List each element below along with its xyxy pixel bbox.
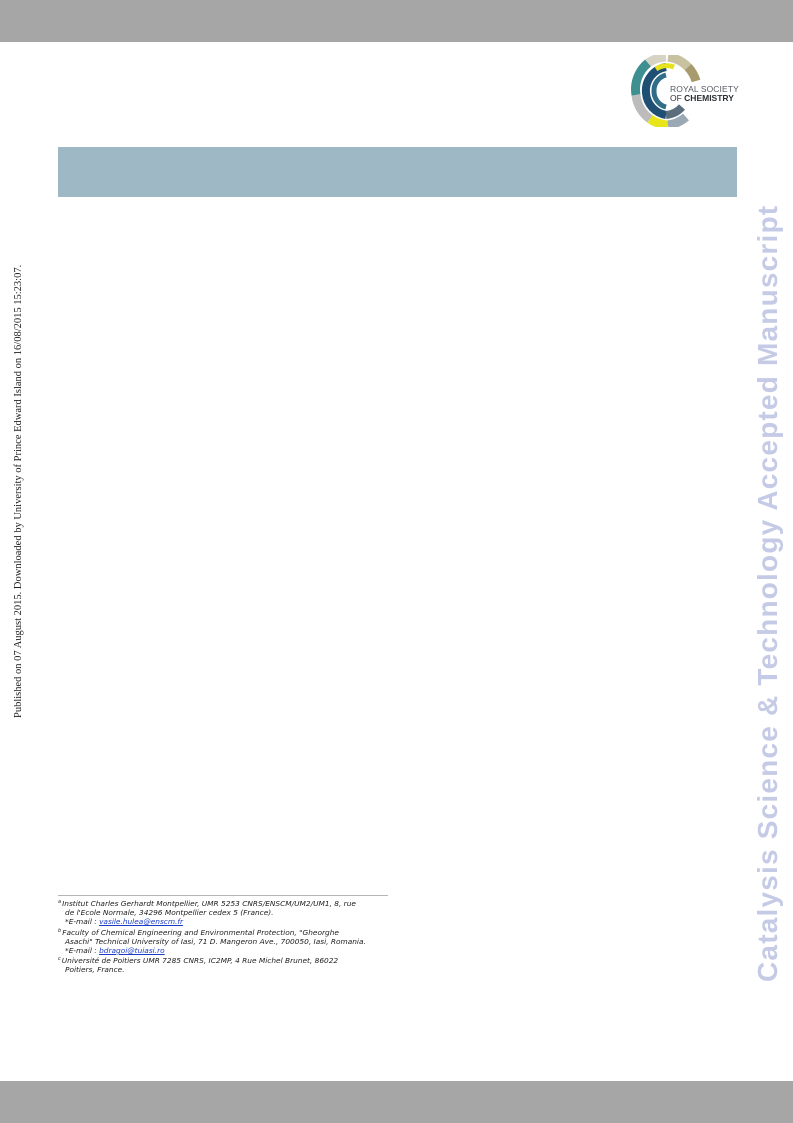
footnote-divider	[58, 895, 388, 896]
logo-line2-prefix: OF	[670, 93, 685, 103]
footnote-c-text1: Université de Poitiers UMR 7285 CNRS, IC2MP, 4 Rue Michel Brunet, 86022	[61, 956, 339, 966]
download-stamp: Published on 07 August 2015. Downloaded by University of Prince Edward Island on 16/08/2015 15:23:07.	[13, 264, 24, 718]
footnote-a-text1: Institut Charles Gerhardt Montpellier, UMR 5253 CNRS/ENSCM/UM2/UM1, 8, rue	[62, 899, 356, 908]
header-band	[58, 147, 737, 197]
footnote-a-email-link[interactable]: vasile.hulea@enscm.fr	[99, 917, 184, 927]
bottom-bar	[0, 1081, 793, 1123]
footnote-b-line1	[58, 927, 398, 937]
manuscript-watermark: Catalysis Science & Technology Accepted Manuscript	[752, 204, 783, 982]
footnote-b-text1: Faculty of Chemical Engineering and Environmental Protection, "Gheorghe	[62, 927, 339, 937]
affiliation-footnotes	[58, 898, 398, 975]
logo-line2-bold: CHEMISTRY	[684, 93, 734, 103]
footnote-b-email-prefix: *E-mail :	[65, 946, 100, 956]
logo-line1: ROYAL SOCIETY	[670, 84, 739, 94]
footnote-c-mark: c	[58, 956, 61, 963]
footnote-a-email-line	[58, 917, 398, 926]
footnote-a-line2: de l'Ecole Normale, 34296 Montpellier cedex 5 (France).	[65, 908, 274, 918]
footnote-a-email-prefix: *E-mail :	[65, 917, 100, 927]
rsc-logo	[630, 55, 742, 127]
footnote-a-line1	[58, 898, 398, 908]
footnote-c-line1	[58, 955, 398, 965]
footnote-b-email-line	[58, 946, 398, 955]
footnote-c-line2: Poitiers, France.	[65, 965, 125, 975]
top-bar	[0, 0, 793, 42]
footnote-b-email-link[interactable]: bdragoi@tuiasi.ro	[99, 946, 165, 956]
rsc-logo-text	[670, 85, 739, 103]
footnote-b-mark: b	[58, 927, 62, 934]
footnote-a-mark: a	[58, 899, 62, 905]
footnote-b-line2: Asachi" Technical University of Iasi, 71 D. Mangeron Ave., 700050, Iasi, Romania.	[65, 936, 366, 946]
logo-line2	[670, 94, 739, 103]
